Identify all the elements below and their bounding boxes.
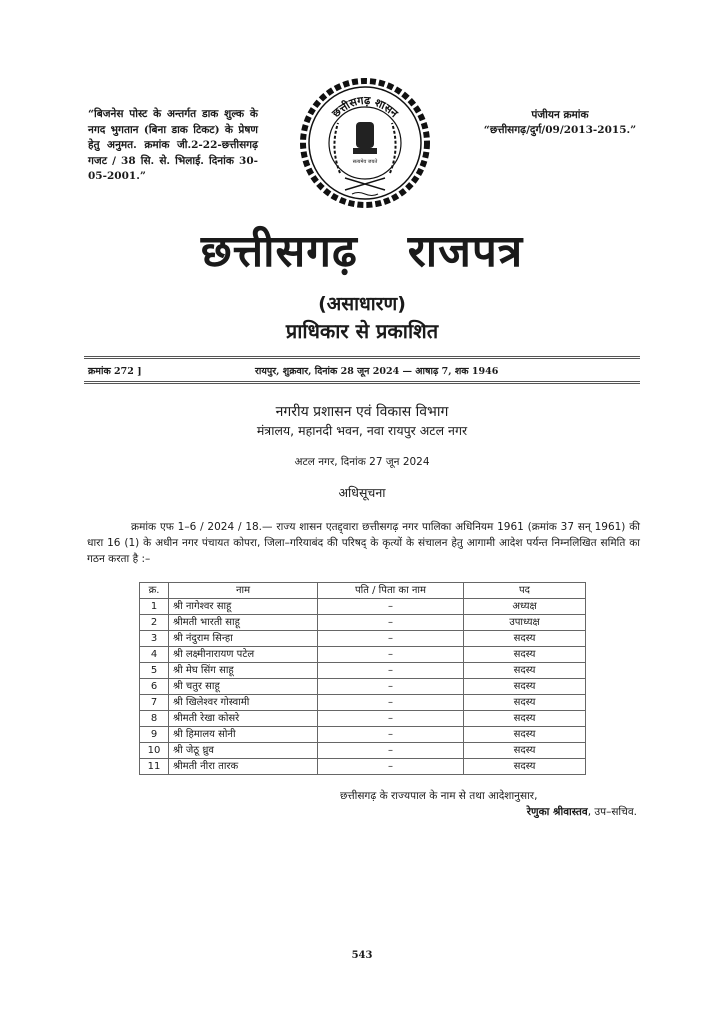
cell-post: सदस्य bbox=[464, 743, 586, 759]
committee-table bbox=[139, 582, 586, 775]
cell-relation: – bbox=[318, 679, 464, 695]
cell-relation: – bbox=[318, 647, 464, 663]
cell-post: सदस्य bbox=[464, 711, 586, 727]
header-relation: पति / पिता का नाम bbox=[318, 583, 464, 599]
signatory-designation: , उप–सचिव. bbox=[587, 806, 637, 818]
table-row bbox=[140, 695, 586, 711]
cell-serial: 2 bbox=[140, 615, 169, 631]
cell-name: श्रीमती रेखा कोसरे bbox=[169, 711, 318, 727]
issue-number: क्रमांक 272 ] bbox=[88, 366, 142, 377]
extraordinary-label: (असाधारण) bbox=[318, 293, 406, 315]
cell-name: श्री मेघ सिंग साहू bbox=[169, 663, 318, 679]
cell-relation: – bbox=[318, 631, 464, 647]
cell-name: श्री नंदुराम सिन्हा bbox=[169, 631, 318, 647]
cell-serial: 3 bbox=[140, 631, 169, 647]
cell-serial: 6 bbox=[140, 679, 169, 695]
header-name: नाम bbox=[169, 583, 318, 599]
registration-label: पंजीयन क्रमांक bbox=[531, 109, 589, 121]
table-row bbox=[140, 599, 586, 615]
gazette-title bbox=[0, 222, 724, 282]
cell-serial: 7 bbox=[140, 695, 169, 711]
cell-name: श्री लक्ष्मीनारायण पटेल bbox=[169, 647, 318, 663]
table-row bbox=[140, 615, 586, 631]
place-date: अटल नगर, दिनांक 27 जून 2024 bbox=[294, 456, 430, 468]
cell-name: श्रीमती नीरा तारक bbox=[169, 759, 318, 775]
cell-name: श्रीमती भारती साहू bbox=[169, 615, 318, 631]
issue-date-line: रायपुर, शुक्रवार, दिनांक 28 जून 2024 — आषाढ़ 7, शक 1946 bbox=[255, 366, 499, 377]
cell-relation: – bbox=[318, 743, 464, 759]
cell-relation: – bbox=[318, 663, 464, 679]
cell-post: अध्यक्ष bbox=[464, 599, 586, 615]
notification-title: अधिसूचना bbox=[338, 485, 386, 500]
registration-number: “छत्तीसगढ़/दुर्ग/09/2013-2015.” bbox=[483, 124, 637, 136]
table-row bbox=[140, 759, 586, 775]
table-row bbox=[140, 647, 586, 663]
table-row bbox=[140, 679, 586, 695]
signatory-name: रेणुका श्रीवास्तव bbox=[526, 806, 588, 818]
table-row bbox=[140, 727, 586, 743]
table-row bbox=[140, 743, 586, 759]
title-state: छत्तीसगढ़ bbox=[200, 226, 358, 277]
authority-line: छत्तीसगढ़ के राज्यपाल के नाम से तथा आदेशानुसार, bbox=[340, 790, 538, 802]
cell-relation: – bbox=[318, 759, 464, 775]
cell-serial: 8 bbox=[140, 711, 169, 727]
department-name: नगरीय प्रशासन एवं विकास विभाग bbox=[275, 404, 449, 420]
cell-serial: 10 bbox=[140, 743, 169, 759]
emblem-text: छत्तीसगढ़ शासन bbox=[329, 93, 401, 121]
cell-name: श्री नागेश्वर साहू bbox=[169, 599, 318, 615]
notification-paragraph: क्रमांक एफ 1–6 / 2024 / 18.— राज्य शासन एतद्द्वारा छत्तीसगढ़ नगर पालिका अधिनियम 1961 (क्रमांक 37 सन् 1961) की धारा 16 (1) के अधीन नगर पंचायत कोपरा, जिला–गरियाबंद की परिषद् के कृत्यों के संचालन हेतु आगामी आदेश पर्यन्त निम्नलिखित समिति का गठन करता है :– bbox=[87, 521, 640, 565]
published-by-authority: प्राधिकार से प्रकाशित bbox=[285, 319, 439, 343]
cell-serial: 9 bbox=[140, 727, 169, 743]
header-serial: क्र. bbox=[140, 583, 169, 599]
cell-post: सदस्य bbox=[464, 759, 586, 775]
divider-top bbox=[84, 356, 640, 359]
postal-permission-note: “बिजनेस पोस्ट के अन्तर्गत डाक शुल्क के नगद भुगतान (बिना डाक टिकट) के प्रेषण हेतु अनुमत. क्रमांक जी.2-22-छत्तीसगढ़ गजट / 38 सि. से. भिलाई. दिनांक 30-05-2001.” bbox=[88, 108, 258, 182]
cell-name: श्री खिलेश्वर गोस्वामी bbox=[169, 695, 318, 711]
state-emblem bbox=[300, 78, 430, 208]
cell-post: सदस्य bbox=[464, 663, 586, 679]
emblem-icon bbox=[300, 78, 430, 208]
table-row bbox=[140, 631, 586, 647]
cell-relation: – bbox=[318, 599, 464, 615]
cell-relation: – bbox=[318, 615, 464, 631]
cell-post: सदस्य bbox=[464, 727, 586, 743]
cell-serial: 11 bbox=[140, 759, 169, 775]
table-row bbox=[140, 663, 586, 679]
title-gazette: राजपत्र bbox=[407, 226, 524, 277]
cell-post: सदस्य bbox=[464, 647, 586, 663]
cell-name: श्री जेठू ध्रुव bbox=[169, 743, 318, 759]
table-header-row bbox=[140, 583, 586, 599]
cell-relation: – bbox=[318, 695, 464, 711]
emblem-motto: सत्यमेव जयते bbox=[352, 159, 378, 165]
cell-name: श्री चतुर साहू bbox=[169, 679, 318, 695]
cell-relation: – bbox=[318, 711, 464, 727]
cell-name: श्री हिमालय सोनी bbox=[169, 727, 318, 743]
cell-post: सदस्य bbox=[464, 679, 586, 695]
signatory bbox=[340, 805, 637, 819]
cell-serial: 4 bbox=[140, 647, 169, 663]
cell-relation: – bbox=[318, 727, 464, 743]
cell-post: सदस्य bbox=[464, 631, 586, 647]
header-post: पद bbox=[464, 583, 586, 599]
page-number: 543 bbox=[351, 950, 373, 961]
cell-post: सदस्य bbox=[464, 695, 586, 711]
table-row bbox=[140, 711, 586, 727]
cell-serial: 5 bbox=[140, 663, 169, 679]
cell-post: उपाध्यक्ष bbox=[464, 615, 586, 631]
registration-block bbox=[470, 108, 650, 138]
divider-bottom bbox=[84, 381, 640, 384]
department-address: मंत्रालय, महानदी भवन, नवा रायपुर अटल नगर bbox=[256, 423, 468, 438]
cell-serial: 1 bbox=[140, 599, 169, 615]
